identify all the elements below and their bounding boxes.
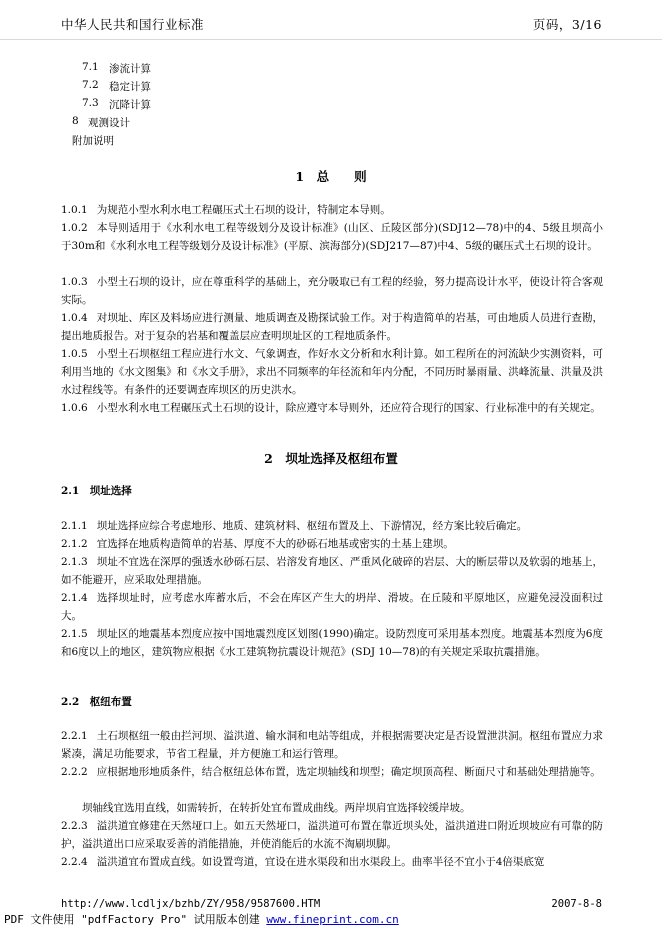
clause-number: 1.0.3 — [61, 276, 88, 288]
clause-text: 选择坝址时，应考虑水库蓄水后，不会在库区产生大的坍岸、滑坡。在丘陵和平原地区，应避免浸没面积过大。 — [61, 592, 603, 622]
clause-text: 应根据地形地质条件，结合枢纽总体布置，选定坝轴线和坝型；确定坝顶高程、断面尺寸和基础处理措施等。 — [96, 766, 601, 778]
toc-item-label: 沉降计算 — [109, 99, 151, 111]
watermark-text: PDF 文件使用 "pdfFactory Pro" 试用版本创建 — [4, 913, 267, 926]
toc-item-label: 稳定计算 — [109, 81, 151, 93]
clause-number: 2.2.2 — [61, 766, 88, 778]
clause-number: 2.1.1 — [61, 520, 88, 532]
clause-paragraph — [61, 553, 603, 589]
clause-paragraph — [61, 799, 603, 817]
clause-number: 2.2.3 — [61, 820, 88, 832]
pdf-watermark — [4, 911, 399, 927]
clause-paragraph — [61, 201, 603, 219]
clause-text: 坝址区的地震基本烈度应按中国地震烈度区划图(1990)确定。设防烈度可采用基本烈度。地震基本烈度为6度和6度以上的地区，建筑物应根据《水工建筑物抗震设计规范》(SDJ 10—78)的有关规定采取抗震措施。 — [61, 628, 603, 658]
subsection-title-dam-site: 2.1 坝址选择 — [61, 485, 132, 497]
header-divider — [0, 39, 662, 40]
clause-text: 小型土石坝枢纽工程应进行水文、气象调查，作好水文分析和水利计算。如工程所在的河流缺少实测资料，可利用当地的《水文图集》和《水文手册》，求出不同频率的年径流和年内分配，不同历时暴雨量、洪峰流量、洪量及洪水过程线等。有条件的还要调查库坝区的历史洪水。 — [61, 348, 603, 396]
clause-number: 2.1.3 — [61, 556, 88, 568]
toc-item-number: 7.2 — [82, 79, 99, 91]
clause-text: 为规范小型水利水电工程碾压式土石坝的设计，特制定本导则。 — [96, 204, 391, 216]
clause-text: 坝轴线宜选用直线，如需转折，在转折处宜布置成曲线。两岸坝肩宜选择较缓岸坡。 — [82, 802, 471, 814]
clause-text: 本导则适用于《水利水电工程等级划分及设计标准》(山区、丘陵区部分)(SDJ12—78)中的4、5级且坝高小于30m和《水利水电工程等级划分及设计标准》(平原、滨海部分)(SDJ217—87)中4、5级的碾压式土石坝的设计。 — [61, 222, 603, 252]
clause-text: 小型水利水电工程碾压式土石坝的设计，除应遵守本导则外，还应符合现行的国家、行业标准中的有关规定。 — [96, 402, 601, 414]
clause-paragraph — [61, 853, 603, 871]
clause-number: 2.1.4 — [61, 592, 88, 604]
clause-paragraph — [61, 399, 603, 417]
clause-number: 2.2.1 — [61, 730, 88, 742]
toc-item-label: 观测设计 — [88, 117, 130, 129]
clause-paragraph — [61, 273, 603, 309]
clause-number: 1.0.6 — [61, 402, 88, 414]
toc-item-number: 7.3 — [82, 97, 99, 109]
clause-text: 溢洪道宜修建在天然垭口上。如五天然垭口，溢洪道可布置在靠近坝头处，溢洪道进口附近坝坡应有可靠的防护，溢洪道出口应采取妥善的消能措施，并使消能后的水流不淘刷坝脚。 — [61, 820, 603, 850]
clause-number: 2.2.4 — [61, 856, 88, 868]
clause-paragraph — [61, 309, 603, 345]
clause-text: 坝址不宜选在深厚的强透水砂砾石层、岩溶发育地区、严重风化破碎的岩层、大的断层带以及软弱的地基上，如不能避开，应采取处理措施。 — [61, 556, 603, 586]
toc-item-number: 8 — [72, 115, 79, 127]
clause-number: 1.0.2 — [61, 222, 88, 234]
clause-number: 1.0.1 — [61, 204, 88, 216]
watermark-link[interactable]: www.fineprint.com.cn — [266, 913, 399, 926]
clause-text: 坝址选择应综合考虑地形、地质、建筑材料、枢纽布置及上、下游情况，经方案比较后确定。 — [96, 520, 528, 532]
clause-number: 1.0.4 — [61, 312, 88, 324]
clause-paragraph — [61, 763, 603, 781]
clause-paragraph — [61, 817, 603, 853]
section-title-site-selection: 2 坝址选择及枢纽布置 — [264, 451, 398, 466]
subsection-title-layout: 2.2 枢纽布置 — [61, 696, 132, 708]
document-header-title: 中华人民共和国行业标准 — [61, 17, 205, 32]
toc-item-number: 7.1 — [82, 61, 99, 73]
clause-text: 溢洪道宜布置成直线。如设置弯道，宜设在进水渠段和出水渠段上。曲率半径不宜小于4倍渠底宽 — [96, 856, 545, 868]
clause-number: 1.0.5 — [61, 348, 88, 360]
print-date: 2007-8-8 — [551, 898, 602, 910]
clause-text: 土石坝枢纽一般由拦河坝、溢洪道、输水洞和电站等组成，并根据需要决定是否设置泄洪洞。枢纽布置应力求紧凑，满足功能要求，节省工程量，并方便施工和运行管理。 — [61, 730, 603, 760]
clause-text: 宜选择在地质构造简单的岩基、厚度不大的砂砾石地基或密实的土基上建坝。 — [96, 538, 454, 550]
toc-item-label: 渗流计算 — [109, 63, 151, 75]
clause-text: 小型土石坝的设计，应在尊重科学的基础上，充分吸取已有工程的经验，努力提高设计水平，使设计符合客观实际。 — [61, 276, 603, 306]
toc-item-label: 附加说明 — [72, 135, 114, 147]
clause-paragraph — [61, 589, 603, 625]
clause-paragraph — [61, 345, 603, 399]
clause-text: 对坝址、库区及料场应进行测量、地质调查及勘探试验工作。对于构造简单的岩基，可由地质人员进行查勘，提出地质报告。对于复杂的岩基和覆盖层应查明坝址区的工程地质条件。 — [61, 312, 603, 342]
clause-paragraph — [61, 727, 603, 763]
clause-paragraph — [61, 219, 603, 255]
clause-paragraph — [61, 517, 603, 535]
section-title-general: 1 总 则 — [295, 169, 367, 184]
clause-paragraph — [61, 625, 603, 661]
clause-number: 2.1.5 — [61, 628, 88, 640]
source-url[interactable]: http://www.lcdljx/bzhb/ZY/958/9587600.HTM — [61, 898, 321, 910]
clause-paragraph — [61, 535, 603, 553]
page-number: 页码，3/16 — [532, 17, 602, 32]
clause-number: 2.1.2 — [61, 538, 88, 550]
